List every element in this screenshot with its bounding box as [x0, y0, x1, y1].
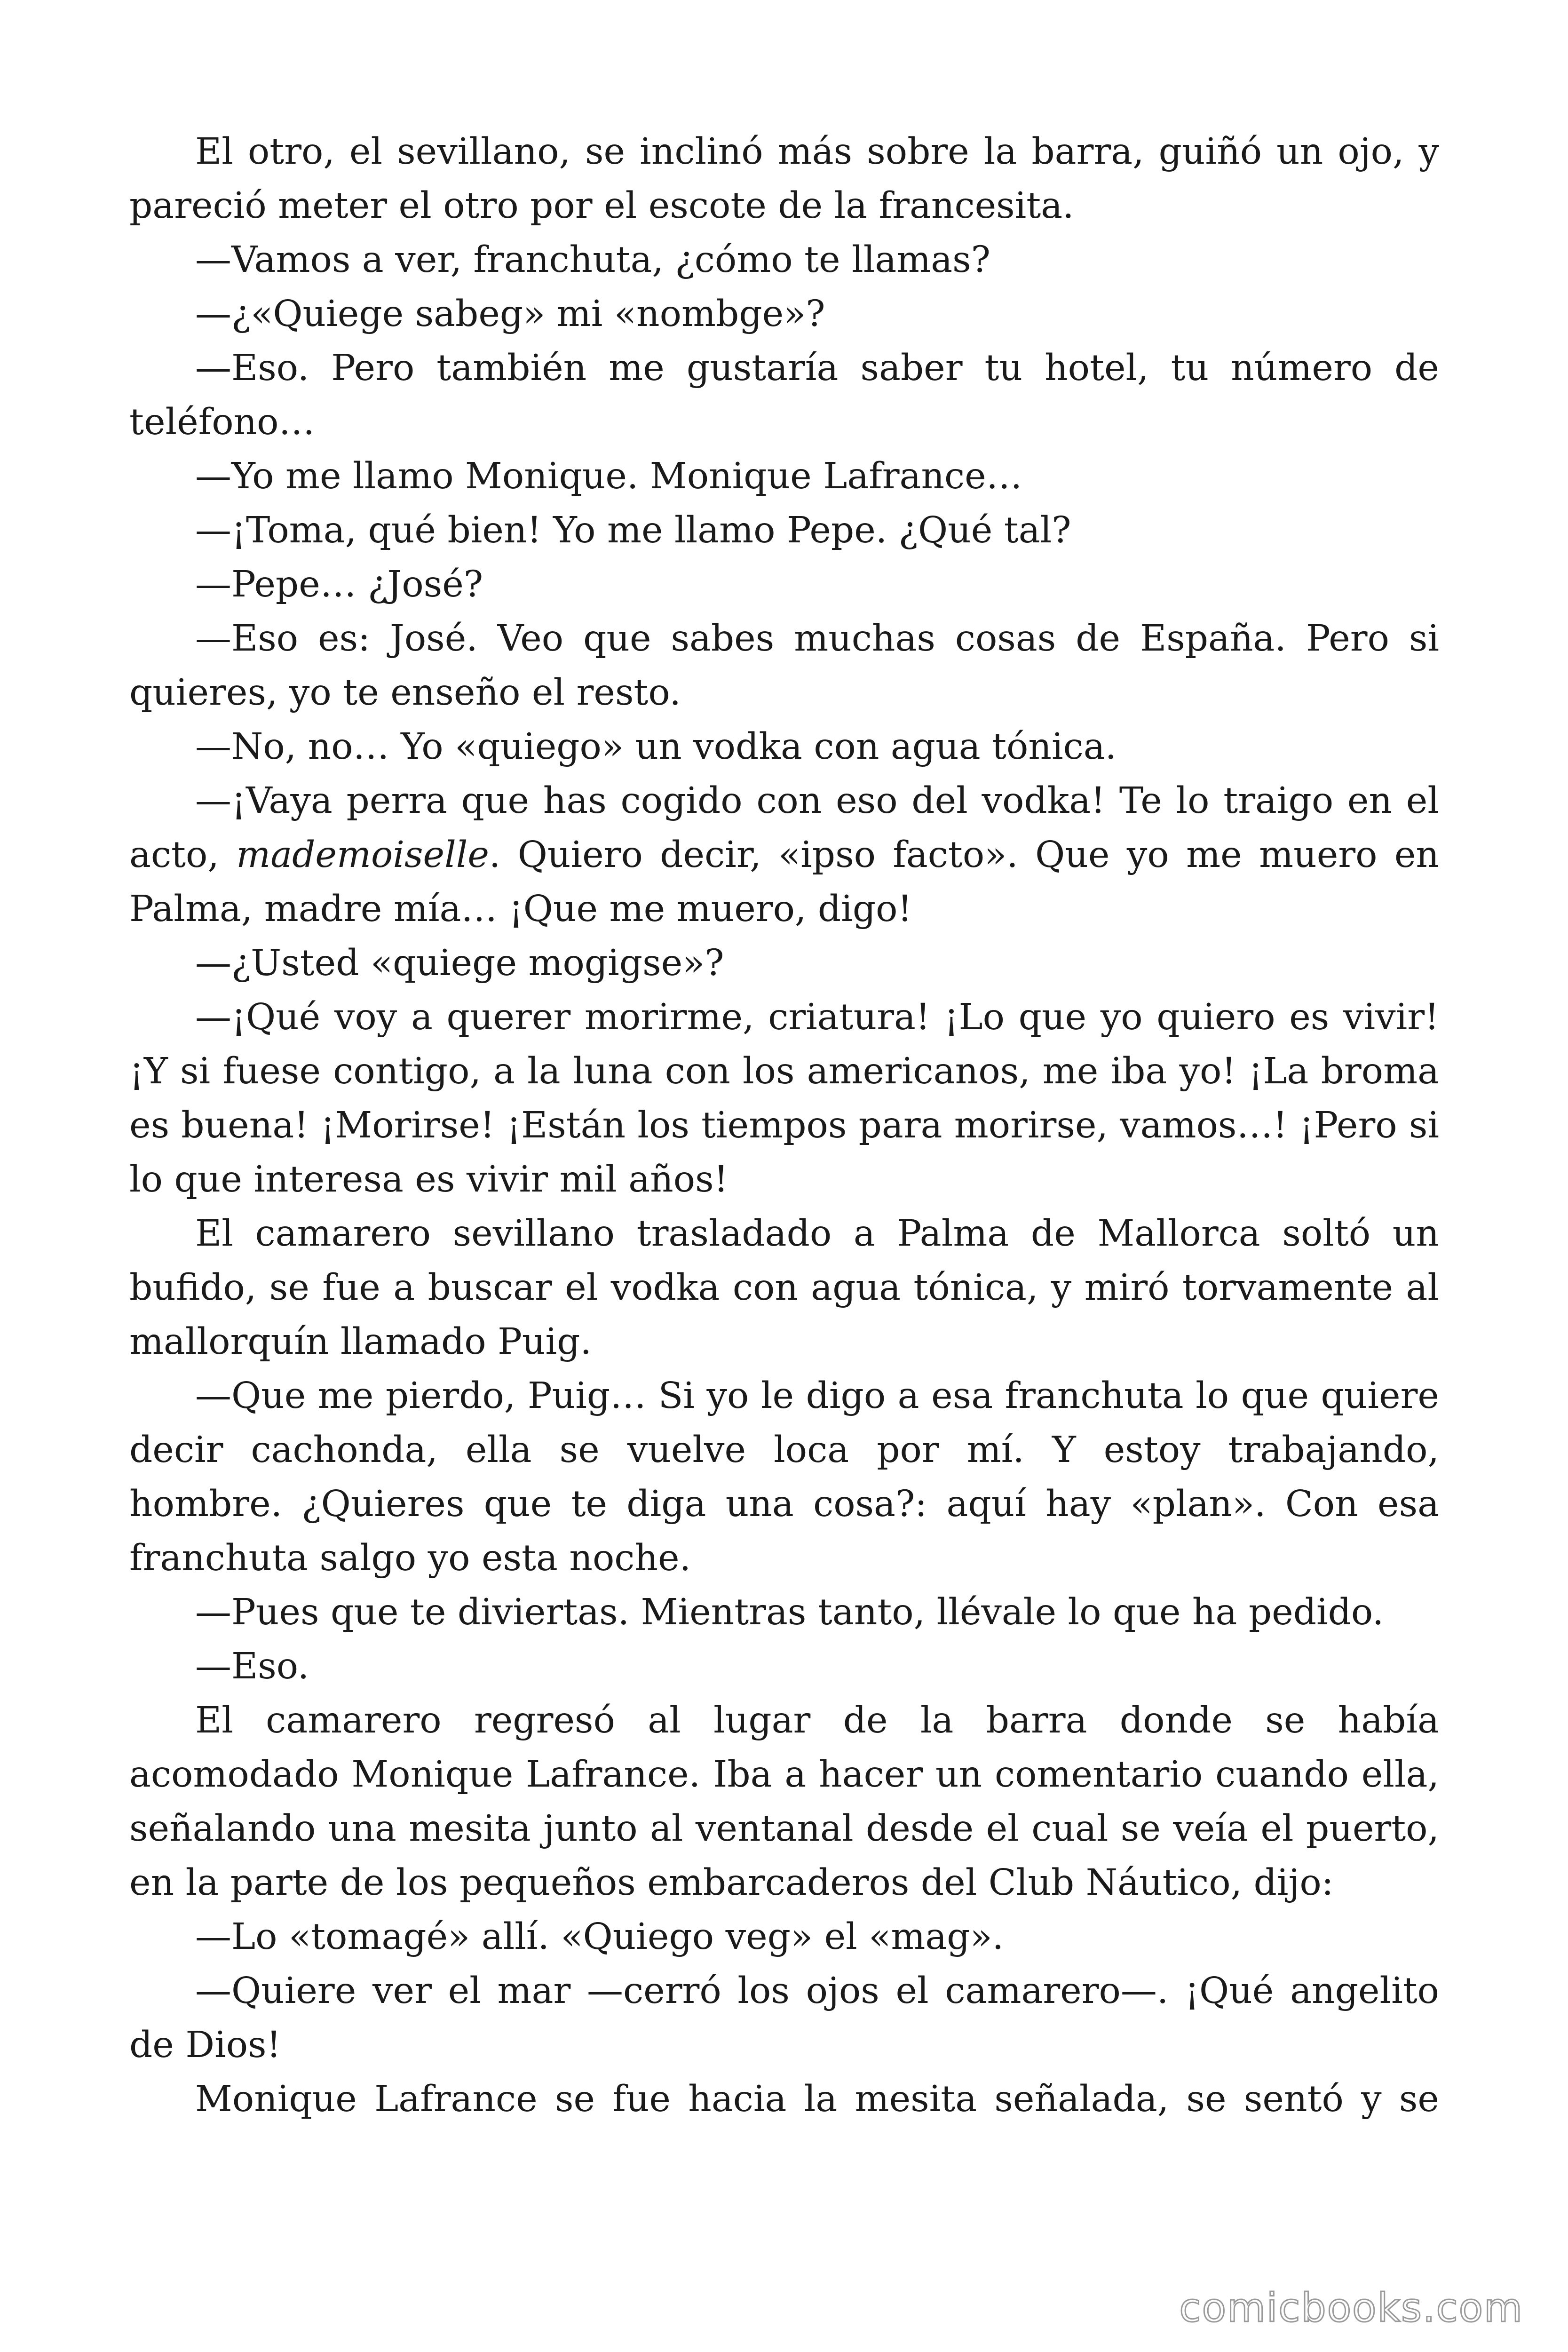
paragraph: —¡Qué voy a querer morirme, criatura! ¡Lo que yo quiero es vivir! ¡Y si fuese contigo, a la luna con los americanos, me iba yo! ¡La broma es buena! ¡Morirse! ¡Están los tiempos para morirse, vamos…! ¡Pero si lo que interesa es vivir mil años! — [129, 996, 1439, 1200]
paragraph: El camarero regresó al lugar de la barra donde se había acomodado Monique Lafrance. Iba a hacer un comentario cuando ella, señalando una mesita junto al ventanal desde el cual se veía el puerto, en la parte de los pequeños embarcaderos del Club Náutico, dijo: — [129, 1700, 1439, 1904]
paragraph: —Yo me llamo Monique. Monique Lafrance… — [195, 455, 1022, 497]
paragraph: —Que me pierdo, Puig… Si yo le digo a esa franchuta lo que quiere decir cachonda, ella se vuelve loca por mí. Y estoy trabajando, hombre. ¿Quieres que te diga una cosa?: aquí hay «plan». Con esa franchuta salgo yo esta noche. — [129, 1375, 1439, 1579]
paragraph: —Pues que te diviertas. Mientras tanto, llévale lo que ha pedido. — [195, 1591, 1384, 1633]
paragraph: —¿Usted «quiege mogigse»? — [195, 942, 724, 984]
italic-word: mademoiselle — [236, 834, 489, 876]
watermark: comicbooks.com — [1179, 2285, 1523, 2331]
paragraph: —Eso. Pero también me gustaría saber tu hotel, tu número de teléfono… — [129, 347, 1439, 443]
paragraph-text: . Quiero decir, «ipso facto». Que yo me muero en Palma, madre mía… ¡Que me muero, digo! — [129, 834, 1439, 930]
paragraph-text: —¡Vaya perra que has cogido con eso del vodka! Te lo traigo en el acto, — [129, 780, 1439, 876]
paragraph: —¿«Quiege sabeg» mi «nombge»? — [195, 293, 825, 335]
paragraph: —Eso. — [195, 1645, 309, 1687]
paragraph: —¡Toma, qué bien! Yo me llamo Pepe. ¿Qué tal? — [195, 509, 1071, 551]
paragraph: —Quiere ver el mar —cerró los ojos el camarero—. ¡Qué angelito de Dios! — [129, 1970, 1439, 2066]
paragraph: —Lo «tomagé» allí. «Quiego veg» el «mag». — [195, 1916, 1004, 1958]
paragraph: —Pepe… ¿José? — [195, 564, 483, 605]
paragraph: El otro, el sevillano, se inclinó más sobre la barra, guiñó un ojo, y pareció meter el otro por el escote de la francesita. — [129, 131, 1439, 227]
book-page — [129, 125, 1439, 2241]
paragraph: —No, no… Yo «quiego» un vodka con agua tónica. — [195, 726, 1117, 768]
paragraph: El camarero sevillano trasladado a Palma de Mallorca soltó un bufido, se fue a buscar el vodka con agua tónica, y miró torvamente al mallorquín llamado Puig. — [129, 1213, 1439, 1363]
paragraph-continued: Monique Lafrance se fue hacia la mesita señalada, se sentó y se — [195, 2078, 1439, 2120]
paragraph: —Eso es: José. Veo que sabes muchas cosas de España. Pero si quieres, yo te enseño el resto. — [129, 618, 1439, 714]
paragraph — [129, 774, 1439, 936]
paragraph: —Vamos a ver, franchuta, ¿cómo te llamas? — [195, 239, 990, 281]
